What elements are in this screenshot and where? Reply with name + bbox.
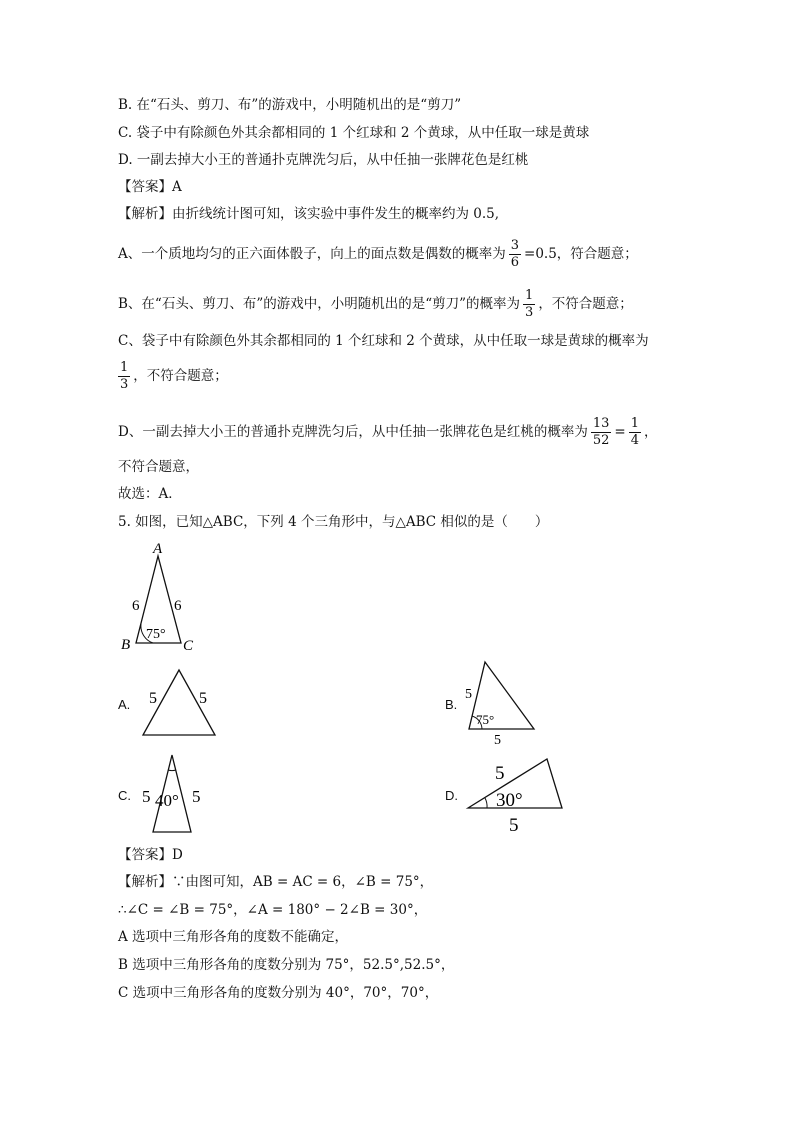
option-b-explanation: B 选项中三角形各角的度数分别为 75°，52.5°,52.5°， [118, 957, 455, 973]
option-d-top-side: 5 [495, 763, 505, 784]
fraction-denominator: 4 [630, 433, 639, 448]
option-d-angle-arc [485, 798, 487, 808]
triangle-abc-figure [116, 538, 206, 658]
option-c-figure [138, 752, 218, 837]
fraction-numerator: 1 [120, 360, 129, 375]
fraction-numerator: 1 [525, 288, 534, 303]
option-d-line: D. 一副去掉大小王的普通扑克牌洗匀后，从中任抽一张牌花色是红桃 [118, 152, 529, 168]
option-d-angle-label: 30° [496, 790, 523, 811]
option-c-label: C. [118, 788, 131, 803]
option-b-line: B. 在“石头、剪刀、布”的游戏中，小明随机出的是“剪刀” [118, 97, 462, 113]
option-c-left-side: 5 [142, 787, 151, 806]
option-c-explanation: C 选项中三角形各角的度数分别为 40°，70°，70°， [118, 985, 439, 1001]
option-b-left-side: 5 [465, 687, 472, 702]
option-c-line: C. 袋子中有除颜色外其余都相同的 1 个红球和 2 个黄球，从中任取一球是黄球 [118, 125, 590, 141]
analysis-c-post: ，不符合题意； [133, 368, 228, 384]
analysis-b-text: B、在“石头、剪刀、布”的游戏中，小明随机出的是“剪刀”的概率为 [118, 296, 521, 312]
analysis-1: 【解析】由折线统计图可知，该实验中事件发生的概率约为 0.5, [118, 206, 500, 222]
option-a-right-side: 5 [199, 690, 207, 707]
fraction-denominator: 52 [592, 433, 610, 448]
analysis-2: 【解析】∵由图可知，AB = AC = 6，∠B = 75°， [118, 874, 434, 890]
option-d-figure [465, 756, 570, 836]
option-a-label: A. [118, 697, 131, 712]
option-a-explanation: A 选项中三角形各角的度数不能确定， [118, 929, 349, 945]
analysis-d-text: D、一副去掉大小王的普通扑克牌洗匀后，从中任抽一张牌花色是红桃的概率为 [118, 424, 588, 440]
angle-b-label: 75° [146, 627, 166, 642]
vertex-a-label: A [153, 541, 163, 557]
option-c-right-side: 5 [192, 787, 201, 806]
option-d-bottom-side: 5 [509, 815, 519, 836]
fraction-numerator: 13 [592, 416, 610, 431]
vertex-c-label: C [183, 638, 194, 654]
option-d-label: D. [445, 788, 458, 803]
fraction-denominator: 6 [510, 255, 520, 270]
option-b-label: B. [445, 697, 458, 712]
analysis-a-post: =0.5，符合题意； [524, 246, 638, 262]
option-a-figure [135, 665, 225, 740]
analysis-c-line-2 [118, 360, 228, 393]
triangle-abc-svg [116, 538, 206, 658]
side-ac-label: 6 [174, 598, 182, 614]
analysis-c-line: C、袋子中有除颜色外其余都相同的 1 个红球和 2 个黄球，从中任取一球是黄球的概率为 [118, 333, 649, 349]
fraction-numerator: 3 [510, 238, 520, 253]
analysis-b-line [118, 288, 633, 321]
option-b-bottom-side: 5 [494, 733, 501, 748]
fraction-1-3 [118, 360, 130, 393]
question-5: 5. 如图，已知△ABC，下列 4 个三角形中，与△ABC 相似的是（ ） [118, 514, 549, 530]
option-a-left-side: 5 [149, 690, 157, 707]
option-b-angle-label: 75° [476, 712, 495, 727]
option-b-figure [458, 658, 543, 748]
therefore-line: ∴∠C = ∠B = 75°，∠A = 180° − 2∠B = 30°， [118, 902, 428, 918]
analysis-d-post: ， [643, 424, 658, 440]
fraction-3-6 [509, 238, 521, 271]
analysis-d-line-2: 不符合题意， [118, 459, 199, 475]
vertex-b-label: B [121, 637, 131, 653]
analysis-a-line [118, 238, 638, 271]
fraction-denominator: 3 [120, 377, 129, 392]
answer-2: 【答案】D [118, 847, 183, 863]
choose-line: 故选：A． [118, 486, 182, 502]
analysis-d-line [118, 416, 657, 449]
side-ab-label: 6 [132, 598, 140, 614]
fraction-1-3 [523, 288, 535, 321]
fraction-13-52 [591, 416, 612, 449]
analysis-b-post: ，不符合题意； [538, 296, 633, 312]
fraction-denominator: 3 [525, 305, 534, 320]
option-c-angle-arc [168, 770, 176, 771]
option-c-angle-label: 40° [155, 791, 179, 810]
analysis-a-text: A、一个质地均匀的正六面体骰子，向上的面点数是偶数的概率为 [118, 246, 506, 262]
answer-1: 【答案】A [118, 179, 182, 195]
equals-sign: = [614, 424, 626, 440]
fraction-numerator: 1 [630, 416, 639, 431]
fraction-1-4 [629, 416, 641, 449]
